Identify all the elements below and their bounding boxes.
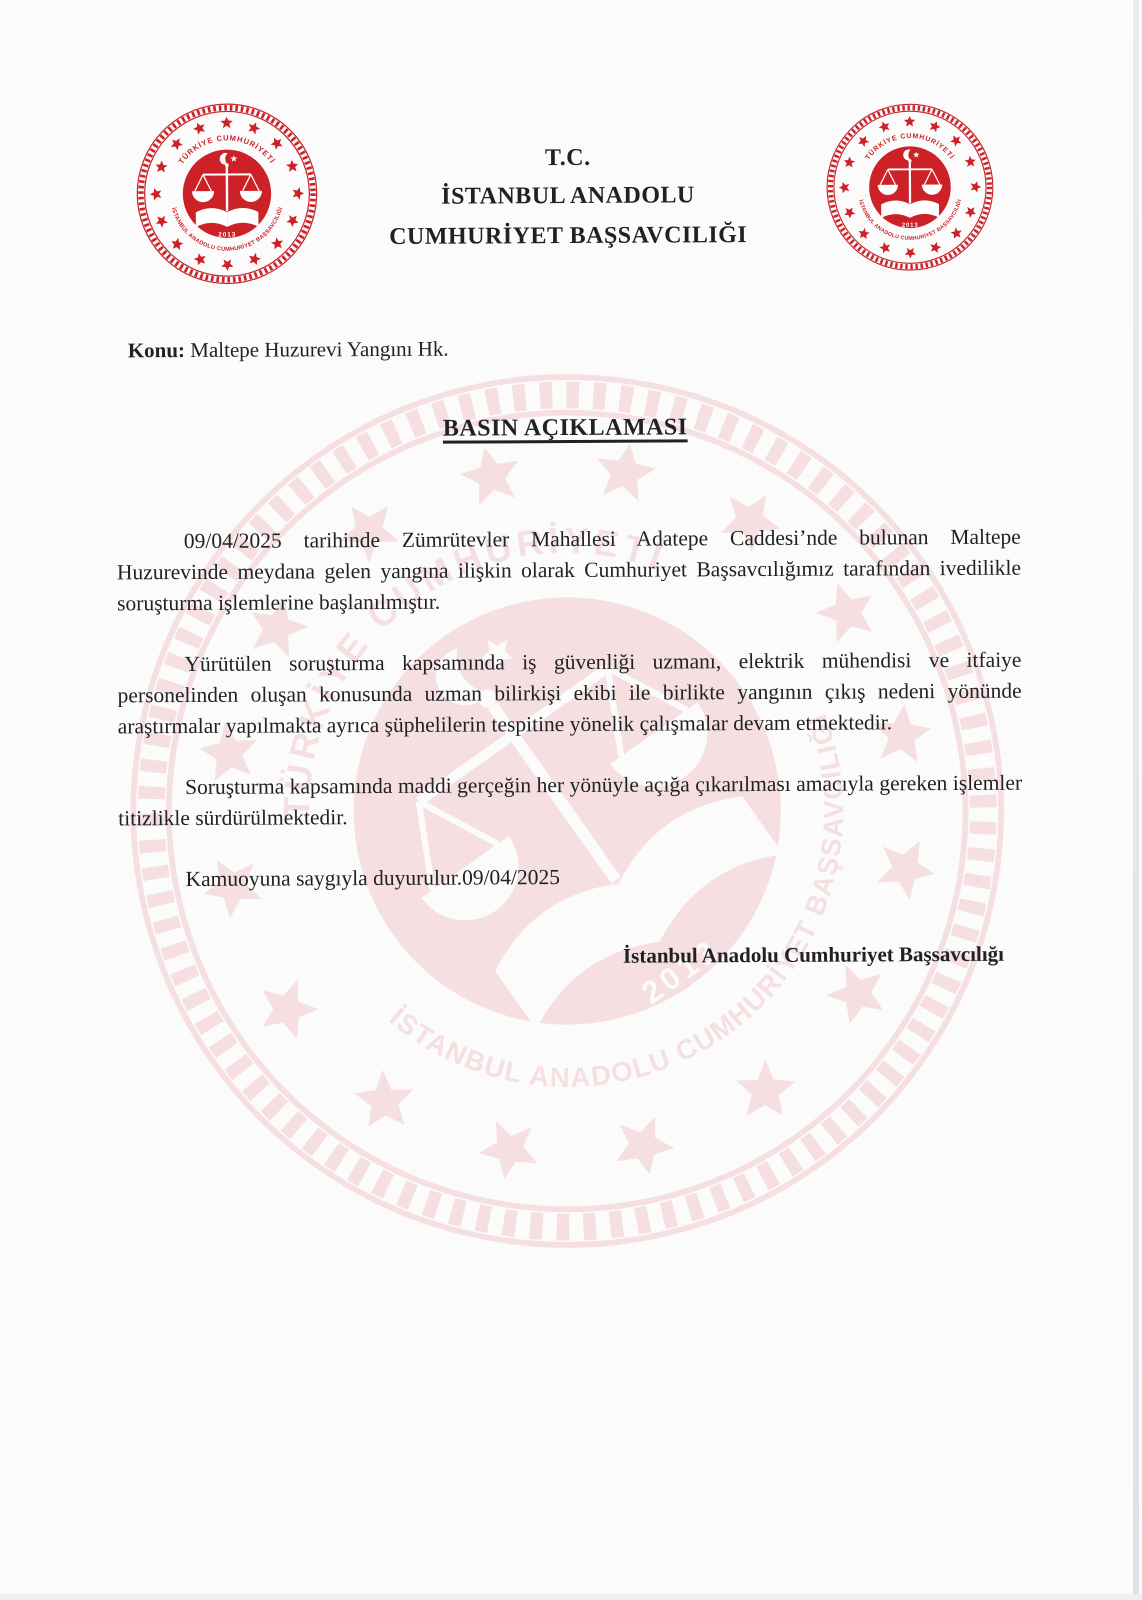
body-paragraph: 09/04/2025 tarihinde Zümrütevler Mahallesi Adatepe Caddesi’nde bulunan Maltepe Huzurevinde meydana gelen yangına ilişkin olarak Cumhuriyet Başsavcılığımız tarafından ivedilikle soruşturma işlemlerine başlanılmıştır. <box>116 524 1022 616</box>
subject-line <box>128 337 449 364</box>
subject-label: Konu: <box>127 338 186 363</box>
subject-value: Maltepe Huzurevi Yangını Hk. <box>190 336 449 362</box>
letterhead-line-city: İSTANBUL ANADOLU <box>441 182 695 210</box>
signature-line: İstanbul Anadolu Cumhuriyet Başsavcılığı <box>622 941 1005 968</box>
body-paragraph: Soruşturma kapsamında maddi gerçeğin her yönüyle açığa çıkarılması amacıyla gereken işlemler titizlikle sürdürülmektedir. <box>118 770 1023 831</box>
press-release-title-text: BASIN AÇIKLAMASI <box>442 414 688 442</box>
body-paragraph: Yürütülen soruşturma kapsamında iş güvenliği uzmanı, elektrik mühendisi ve itfaiye personelinden oluşan konusunda uzman bilirkişi ekibi ile birlikte yangının çıkış nedeni yönünde araştırmalar yapılmakta ayrıca şüphelilerin tespitine yönelik çalışmalar devam etmektedir. <box>117 647 1022 739</box>
document-body <box>117 522 1023 926</box>
press-release-title <box>0 412 1132 445</box>
letterhead-line-tc: T.C. <box>544 144 591 172</box>
scan-edge-artifact <box>1133 0 1139 1600</box>
scan-edge-artifact <box>0 1594 1142 1600</box>
closing-line: Kamuoyuna saygıyla duyurulur.09/04/2025 <box>185 865 561 892</box>
letterhead-line-office: CUMHURİYET BAŞSAVCILIĞI <box>389 222 748 250</box>
letterhead <box>0 143 1139 251</box>
